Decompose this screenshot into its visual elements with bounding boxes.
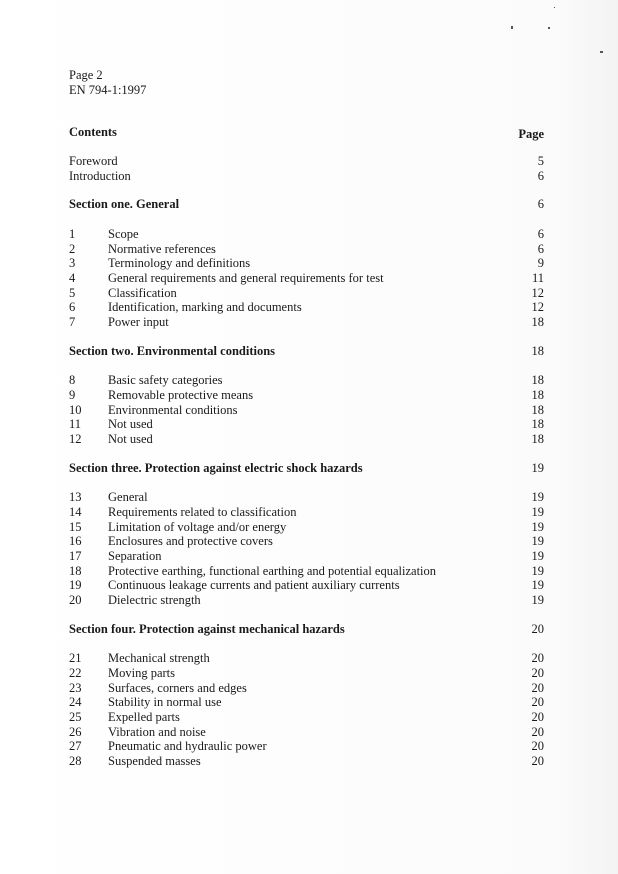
toc-entry-title: Continuous leakage currents and patient auxiliary currents xyxy=(108,578,400,593)
toc-entry-title: Scope xyxy=(108,226,139,241)
toc-entry-page: 19 xyxy=(531,592,544,607)
toc-entry-title: Foreword xyxy=(69,154,118,168)
section-title: Section three. Protection against electric shock hazards xyxy=(69,460,363,475)
toc-entry-number: 6 xyxy=(69,300,76,315)
toc-entry-number: 3 xyxy=(69,256,76,271)
toc-entry-number: 28 xyxy=(69,753,82,768)
toc-entry xyxy=(69,286,544,301)
toc-entry-page: 20 xyxy=(531,651,544,666)
toc-entry-page: 19 xyxy=(531,490,544,505)
toc-entry-page: 12 xyxy=(531,300,544,315)
toc-entry xyxy=(69,315,544,330)
toc-entry-page: 6 xyxy=(537,226,544,241)
toc-entry-page: 19 xyxy=(531,504,544,519)
toc-section-heading xyxy=(69,197,544,212)
scan-speck xyxy=(554,7,555,8)
toc-entry-number: 14 xyxy=(69,504,82,519)
contents-heading xyxy=(69,125,544,140)
toc-entry-number: 15 xyxy=(69,519,82,534)
toc-entry-title: Vibration and noise xyxy=(108,724,206,739)
toc-entry xyxy=(69,681,544,696)
toc-entry-title: Dielectric strength xyxy=(108,592,201,607)
toc-entry-number: 24 xyxy=(69,695,82,710)
section-title: Section one. General xyxy=(69,197,180,212)
toc-entry xyxy=(69,564,544,579)
toc-entry-title: Mechanical strength xyxy=(108,651,210,666)
toc-entry-number: 7 xyxy=(69,315,76,329)
toc-entry-number: 12 xyxy=(69,431,82,446)
toc-entry xyxy=(69,227,544,242)
toc-entry xyxy=(69,534,544,549)
toc-entry-title: Classification xyxy=(108,285,177,300)
toc-entry-title: General xyxy=(108,490,148,505)
toc-entry-number: 9 xyxy=(69,387,76,402)
toc-entry-number: 17 xyxy=(69,548,82,563)
toc-entry-page: 18 xyxy=(531,417,544,432)
toc-entry-title: Separation xyxy=(108,548,162,563)
toc-entry-page: 20 xyxy=(531,724,544,739)
toc-section-heading xyxy=(69,622,544,637)
toc-entry-page: 5 xyxy=(537,154,544,168)
toc-entry-number: 19 xyxy=(69,578,82,593)
toc-entry-title: Not used xyxy=(108,417,153,432)
toc-entry-title: Terminology and definitions xyxy=(108,256,251,271)
toc-entry-title: Basic safety categories xyxy=(108,373,223,388)
toc-entry-number: 18 xyxy=(69,563,82,578)
section-page: 19 xyxy=(531,460,544,475)
toc-entry-page: 20 xyxy=(531,680,544,695)
toc-entry-number: 1 xyxy=(69,226,76,241)
toc-entry xyxy=(69,432,544,447)
toc-entry-page: 12 xyxy=(531,285,544,300)
standard-id: EN 794-1:1997 xyxy=(69,83,147,97)
toc-entry-number: 16 xyxy=(69,534,82,549)
toc-entry xyxy=(69,256,544,271)
toc-entry-title: Environmental conditions xyxy=(108,402,238,417)
section-page: 18 xyxy=(531,343,544,358)
toc-entry-title: Protective earthing, functional earthing and potential equalization xyxy=(108,563,437,578)
toc-entry-page: 9 xyxy=(537,256,544,271)
toc-entry xyxy=(69,505,544,520)
toc-entry-number: 22 xyxy=(69,665,82,680)
toc-entry-title: Removable protective means xyxy=(108,387,254,402)
toc-entry-title: Suspended masses xyxy=(108,753,201,768)
scan-speck xyxy=(600,51,603,53)
toc-front-entry xyxy=(69,169,544,184)
toc-entry xyxy=(69,725,544,740)
toc-entry xyxy=(69,578,544,593)
toc-entry-title: Stability in normal use xyxy=(108,695,222,710)
toc-entry xyxy=(69,403,544,418)
toc-entry-page: 11 xyxy=(531,270,544,285)
page-number: Page 2 xyxy=(69,68,103,82)
toc-entry-page: 20 xyxy=(531,739,544,754)
toc-entry xyxy=(69,242,544,257)
toc-entry-page: 18 xyxy=(531,373,544,388)
toc-entry-title: Enclosures and protective covers xyxy=(108,534,273,549)
toc-entry-page: 20 xyxy=(531,695,544,710)
scan-speck xyxy=(548,27,550,29)
toc-entry-number: 20 xyxy=(69,592,82,607)
toc-entry-number: 23 xyxy=(69,680,82,695)
section-title: Section two. Environmental conditions xyxy=(69,343,276,358)
toc-entry xyxy=(69,739,544,754)
toc-entry-number: 2 xyxy=(69,241,76,256)
page-header xyxy=(69,68,146,98)
toc-entry-number: 13 xyxy=(69,490,82,505)
toc-entry xyxy=(69,695,544,710)
toc-entry-number: 25 xyxy=(69,709,82,724)
toc-entry-title: Introduction xyxy=(69,168,131,183)
toc-entry-title: Pneumatic and hydraulic power xyxy=(108,739,267,754)
section-page: 20 xyxy=(531,621,544,636)
toc-entry-page: 20 xyxy=(531,665,544,680)
toc-entry-page: 20 xyxy=(531,709,544,724)
toc-entry xyxy=(69,651,544,666)
toc-entry-number: 27 xyxy=(69,739,82,754)
toc-section-heading xyxy=(69,461,544,476)
toc-entry-page: 19 xyxy=(531,534,544,549)
page-column-label: Page xyxy=(518,127,544,141)
toc-front-entry xyxy=(69,154,544,169)
toc-entry-title: Identification, marking and documents xyxy=(108,300,302,315)
toc-entry-title: Normative references xyxy=(108,241,216,256)
toc-entry xyxy=(69,490,544,505)
toc-entry-page: 19 xyxy=(531,563,544,578)
toc-entry xyxy=(69,373,544,388)
toc-entry-page: 20 xyxy=(531,753,544,768)
toc-section-heading xyxy=(69,344,544,359)
toc-entry-title: Moving parts xyxy=(108,665,176,680)
toc-entry-title: Power input xyxy=(108,315,169,329)
scan-speck xyxy=(511,26,513,29)
toc-entry xyxy=(69,417,544,432)
toc-entry xyxy=(69,271,544,286)
toc-entry-title: Surfaces, corners and edges xyxy=(108,680,247,695)
section-title: Section four. Protection against mechanical hazards xyxy=(69,621,345,636)
toc-entry-page: 19 xyxy=(531,548,544,563)
toc-sections xyxy=(69,197,544,768)
toc-entry-number: 11 xyxy=(69,417,82,432)
toc-entry-title: Expelled parts xyxy=(108,709,180,724)
toc-entry-page: 18 xyxy=(531,431,544,446)
toc-entry-number: 5 xyxy=(69,285,76,300)
toc-entry xyxy=(69,710,544,725)
toc-entry-number: 8 xyxy=(69,373,76,388)
toc-entry-title: Limitation of voltage and/or energy xyxy=(108,519,287,534)
toc-entry-page: 6 xyxy=(537,241,544,256)
toc-entry-number: 4 xyxy=(69,270,76,285)
toc-entry xyxy=(69,593,544,608)
toc-entry xyxy=(69,549,544,564)
toc-entry xyxy=(69,300,544,315)
toc-entry-title: Requirements related to classification xyxy=(108,504,297,519)
section-page: 6 xyxy=(537,197,544,212)
toc-entry-page: 18 xyxy=(531,315,544,329)
toc-entry-number: 26 xyxy=(69,724,82,739)
toc-entry-number: 21 xyxy=(69,651,82,666)
toc-entry xyxy=(69,388,544,403)
toc-entry-page: 18 xyxy=(531,402,544,417)
toc-entry xyxy=(69,520,544,535)
contents-title: Contents xyxy=(69,125,117,139)
toc-entry-page: 19 xyxy=(531,578,544,593)
toc-entry xyxy=(69,754,544,769)
toc-entry xyxy=(69,666,544,681)
toc-entries xyxy=(69,154,544,769)
toc-entry-title: Not used xyxy=(108,431,153,446)
toc-entry-number: 10 xyxy=(69,402,82,417)
toc-entry-page: 19 xyxy=(531,519,544,534)
toc-entry-title: General requirements and general requirements for test xyxy=(108,270,384,285)
toc-entry-page: 18 xyxy=(531,387,544,402)
toc-entry-page: 6 xyxy=(537,168,544,183)
